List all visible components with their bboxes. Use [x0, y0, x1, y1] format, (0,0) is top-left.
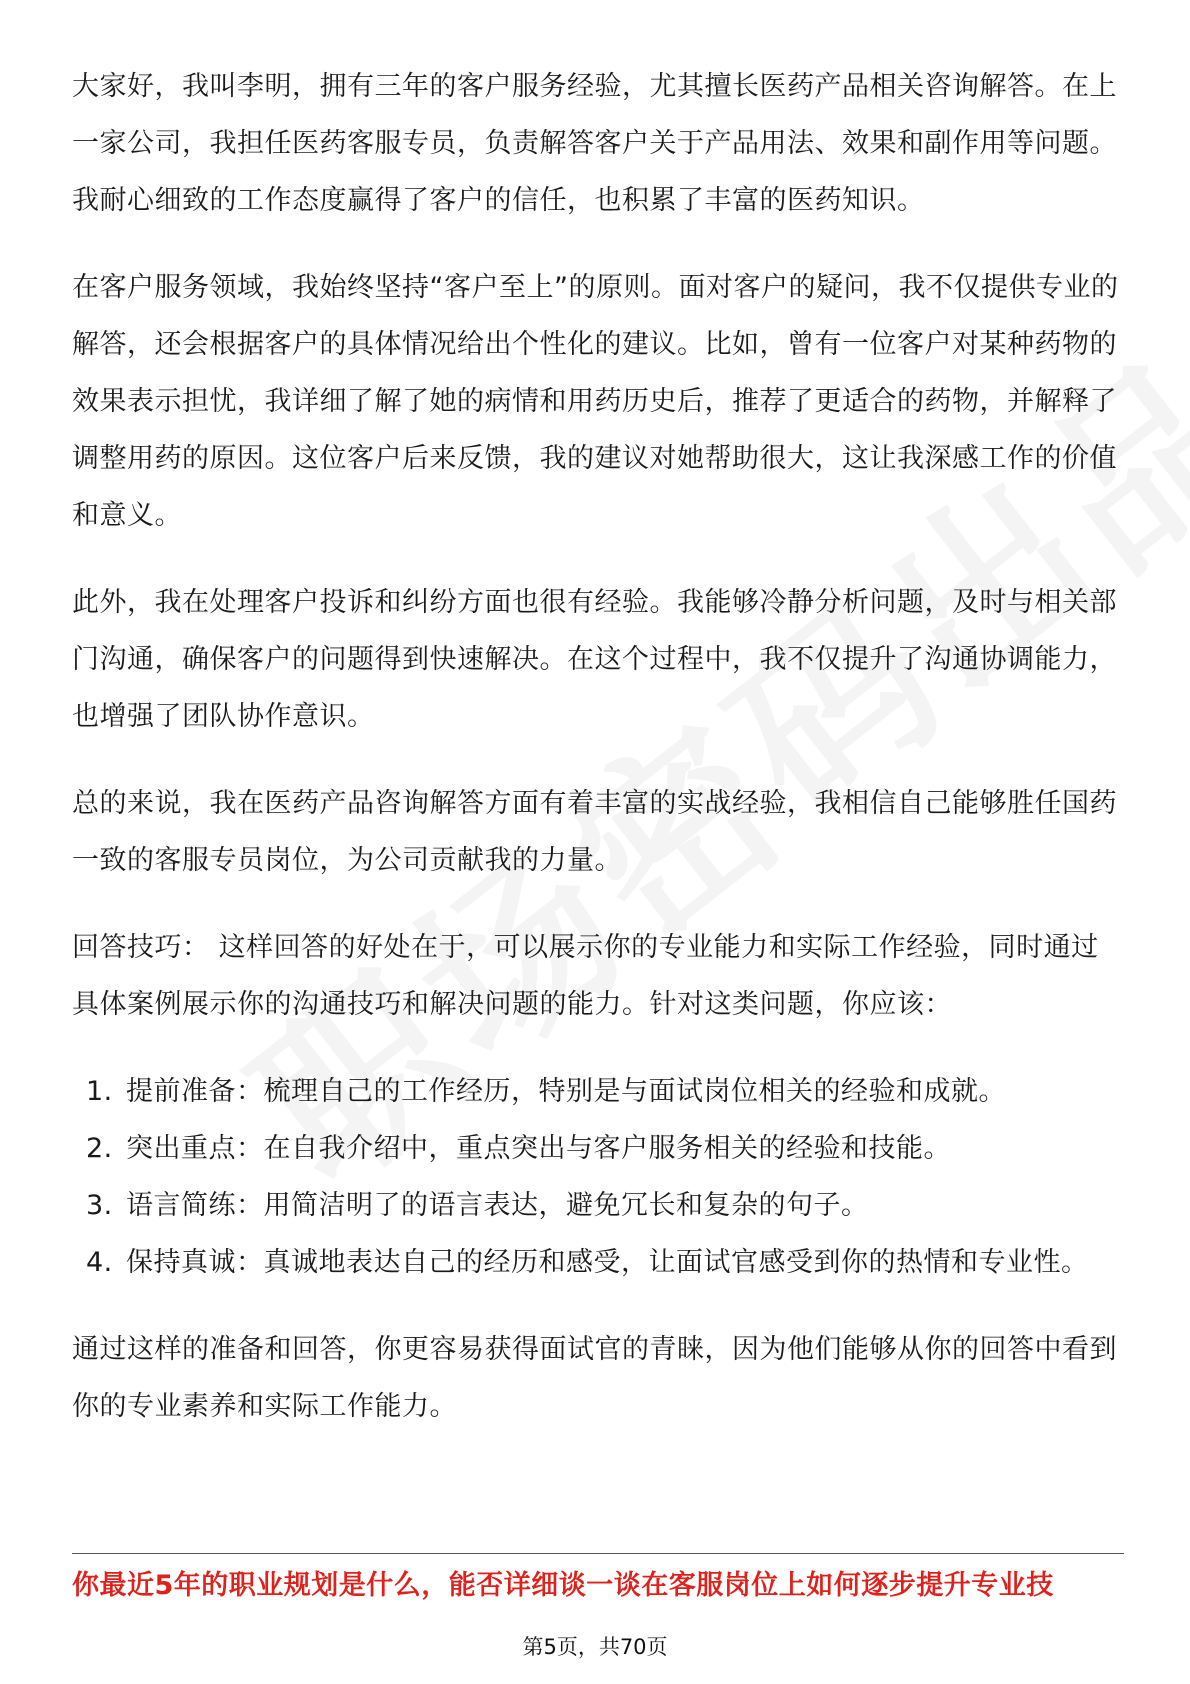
page-number: 第5页，共70页	[522, 1635, 668, 1659]
list-item	[72, 1063, 1124, 1120]
list-item	[72, 1177, 1124, 1234]
list-item	[72, 1120, 1124, 1177]
list-item-number: 2.	[86, 1133, 113, 1164]
answer-tips-intro: 回答技巧： 这样回答的好处在于，可以展示你的专业能力和实际工作经验，同时通过具体案例展示你的沟通技巧和解决问题的能力。针对这类问题，你应该：	[72, 932, 1099, 1020]
tips-list	[72, 1063, 1124, 1291]
section-divider	[72, 1553, 1124, 1554]
list-item-text: 保持真诚：真诚地表达自己的经历和感受，让面试官感受到你的热情和专业性。	[126, 1247, 1089, 1278]
next-question-heading: 你最近5年的职业规划是什么，能否详细谈一谈在客服岗位上如何逐步提升专业技	[72, 1570, 1054, 1601]
list-item-text: 提前准备：梳理自己的工作经历，特别是与面试岗位相关的经验和成就。	[126, 1076, 1006, 1107]
list-item-number: 4.	[86, 1247, 113, 1278]
answer-paragraph-intro: 大家好，我叫李明，拥有三年的客户服务经验，尤其擅长医药产品相关咨询解答。在上一家公司，我担任医药客服专员，负责解答客户关于产品用法、效果和副作用等问题。我耐心细致的工作态度赢得了客户的信任，也积累了丰富的医药知识。	[72, 71, 1117, 216]
answer-body	[72, 58, 1124, 1465]
answer-paragraph-complaints: 此外，我在处理客户投诉和纠纷方面也很有经验。我能够冷静分析问题，及时与相关部门沟通，确保客户的问题得到快速解决。在这个过程中，我不仅提升了沟通协调能力，也增强了团队协作意识。	[72, 587, 1117, 732]
list-item-text: 语言简练：用简洁明了的语言表达，避免冗长和复杂的句子。	[126, 1190, 869, 1221]
answer-paragraph-summary: 总的来说，我在医药产品咨询解答方面有着丰富的实战经验，我相信自己能够胜任国药一致的客服专员岗位，为公司贡献我的力量。	[72, 788, 1117, 876]
list-item	[72, 1234, 1124, 1291]
answer-paragraph-customer-first: 在客户服务领域，我始终坚持“客户至上”的原则。面对客户的疑问，我不仅提供专业的解答，还会根据客户的具体情况给出个性化的建议。比如，曾有一位客户对某种药物的效果表示担忧，我详细了解了她的病情和用药历史后，推荐了更适合的药物，并解释了调整用药的原因。这位客户后来反馈，我的建议对她帮助很大，这让我深感工作的价值和意义。	[72, 272, 1119, 531]
list-item-text: 突出重点：在自我介绍中，重点突出与客户服务相关的经验和技能。	[126, 1133, 951, 1164]
list-item-number: 3.	[86, 1190, 113, 1221]
list-item-number: 1.	[86, 1076, 113, 1107]
answer-closing-paragraph: 通过这样的准备和回答，你更容易获得面试官的青睐，因为他们能够从你的回答中看到你的专业素养和实际工作能力。	[72, 1334, 1117, 1422]
